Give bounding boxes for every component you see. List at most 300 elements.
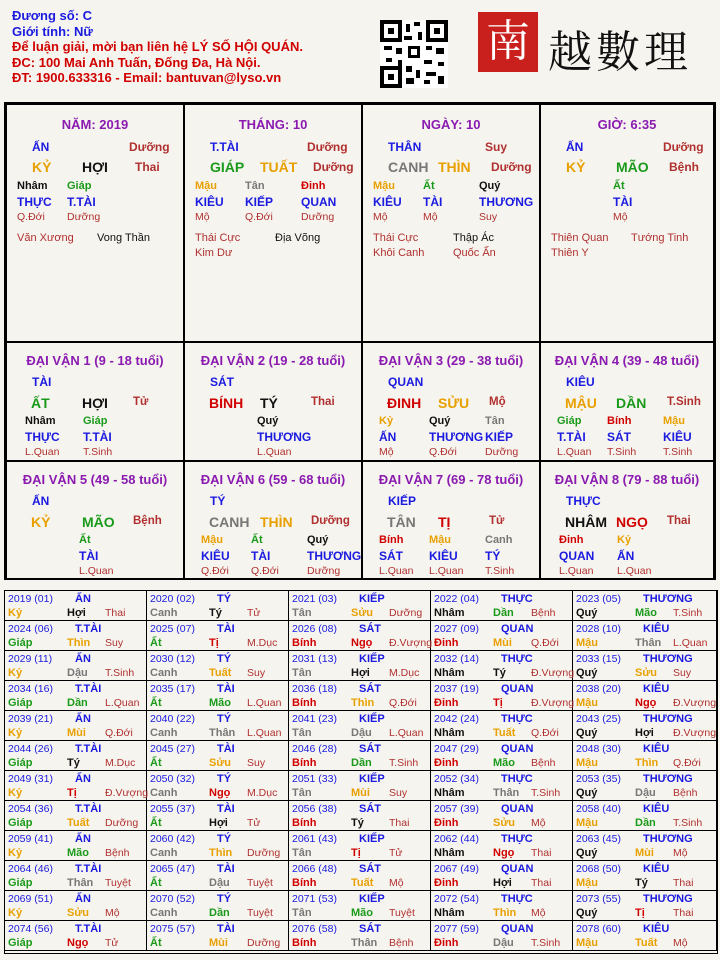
year-cell — [431, 771, 573, 801]
star-name: Văn Xương — [17, 232, 74, 244]
hidden-stage: L.Quan — [379, 565, 414, 577]
year-chi: Mão — [209, 697, 231, 709]
year-god: TÝ — [217, 773, 232, 785]
year-chi: Dậu — [209, 877, 230, 889]
hidden-god: THỰC — [25, 430, 60, 444]
year-stage: Bệnh — [531, 757, 556, 769]
year-cell — [289, 831, 431, 861]
year-cell — [573, 861, 717, 891]
dai-van-can: TÂN — [387, 514, 416, 530]
year-god: ẤN — [75, 773, 91, 785]
dai-van-title: ĐẠI VẬN 5 (49 - 58 tuổi) — [22, 472, 168, 487]
hidden-stem: Canh — [485, 534, 513, 546]
hidden-stem: Giáp — [83, 415, 108, 427]
year-chi: Thìn — [209, 847, 233, 859]
year-chi: Tuất — [351, 877, 374, 889]
year-cell — [147, 681, 289, 711]
year-god: THỰC — [501, 893, 533, 905]
dai-van-cell — [362, 461, 540, 580]
year-cell — [5, 681, 147, 711]
year-can: Bính — [292, 757, 317, 769]
dai-van-cell — [6, 461, 184, 580]
pillar-nap: Thai — [135, 160, 160, 174]
year-can: Nhâm — [434, 607, 465, 619]
year-god: ẤN — [75, 833, 91, 845]
year-god: THƯƠNG — [643, 653, 693, 665]
year-chi: Thìn — [67, 637, 91, 649]
hidden-stage: L.Quan — [617, 565, 652, 577]
year-stage: M.Dục — [247, 787, 278, 799]
hidden-stage: Q.Đới — [429, 446, 457, 458]
hidden-god: SÁT — [607, 430, 631, 444]
dai-van-title: ĐẠI VẬN 6 (59 - 68 tuổi) — [200, 472, 346, 487]
year-god: TÝ — [217, 713, 232, 725]
year-god: THƯƠNG — [643, 893, 693, 905]
hidden-stem: Kỷ — [379, 415, 394, 427]
dai-van-cell — [362, 342, 540, 461]
logo-calligraphy: 越數理 — [548, 27, 692, 78]
year-cell — [147, 621, 289, 651]
hidden-stage: Q.Đới — [251, 565, 279, 577]
year-chi: Mão — [493, 757, 515, 769]
star-name: Thái Cực — [373, 232, 419, 244]
year-can: Ất — [150, 817, 162, 829]
year-can: Bính — [292, 697, 317, 709]
year-cell — [147, 891, 289, 921]
dai-van-chi: THÌN — [260, 514, 293, 530]
year-can: Tân — [292, 667, 312, 679]
year-label: 2043 (25) — [576, 713, 621, 725]
year-stage: Thai — [105, 607, 126, 619]
year-god: TÀI — [217, 623, 235, 635]
year-stage: Thai — [531, 847, 552, 859]
year-label: 2062 (44) — [434, 833, 479, 845]
year-god: THỰC — [501, 713, 533, 725]
year-label: 2073 (55) — [576, 893, 621, 905]
year-label: 2039 (21) — [8, 713, 53, 725]
hidden-stage: T.Sinh — [83, 446, 113, 458]
year-label: 2044 (26) — [8, 743, 53, 755]
star-name: Khôi Canh — [373, 247, 425, 259]
year-god: KIẾP — [359, 773, 385, 785]
year-label: 2057 (39) — [434, 803, 479, 815]
year-god: SÁT — [359, 743, 381, 755]
year-cell — [147, 651, 289, 681]
year-can: Mậu — [576, 937, 598, 949]
year-label: 2066 (48) — [292, 863, 337, 875]
year-cell — [5, 801, 147, 831]
year-god: TÝ — [217, 893, 232, 905]
hidden-stage: Mộ — [379, 446, 394, 458]
dai-van-cell — [6, 342, 184, 461]
hidden-stage: L.Quan — [79, 565, 114, 577]
year-stage: Tử — [389, 847, 403, 859]
year-cell — [573, 681, 717, 711]
year-label: 2019 (01) — [8, 593, 53, 605]
year-god: QUAN — [501, 623, 534, 635]
hidden-stem: Nhâm — [25, 415, 56, 427]
hidden-stem: Giáp — [67, 180, 92, 192]
year-label: 2072 (54) — [434, 893, 479, 905]
year-can: Ất — [150, 757, 162, 769]
year-can: Kỷ — [8, 847, 23, 859]
year-god: QUAN — [501, 683, 534, 695]
hidden-stage: Q.Đới — [17, 211, 45, 223]
year-stage: Dưỡng — [247, 937, 281, 949]
hidden-god: T.TÀI — [557, 430, 586, 444]
hidden-stage: L.Quan — [429, 565, 464, 577]
year-can: Ất — [150, 937, 162, 949]
year-chi: Hợi — [209, 817, 228, 829]
year-cell — [431, 621, 573, 651]
year-chi: Sửu — [351, 607, 374, 619]
pillar-can: GIÁP — [210, 159, 245, 175]
year-god: T.TÀI — [75, 863, 102, 875]
dai-van-god: THỰC — [566, 494, 601, 508]
year-god: TÝ — [217, 833, 232, 845]
year-can: Kỷ — [8, 787, 23, 799]
year-cell — [431, 741, 573, 771]
year-label: 2046 (28) — [292, 743, 337, 755]
year-cell — [431, 861, 573, 891]
dai-van-cell — [540, 342, 714, 461]
year-can: Nhâm — [434, 787, 465, 799]
year-stage: T.Sinh — [673, 817, 703, 829]
dai-van-title: ĐẠI VẬN 1 (9 - 18 tuổi) — [26, 353, 164, 368]
year-stage: Suy — [105, 637, 124, 649]
pillar-nap: Dưỡng — [491, 160, 532, 174]
year-chi: Tý — [67, 757, 80, 769]
year-chi: Mùi — [351, 787, 370, 799]
year-cell — [5, 711, 147, 741]
year-label: 2024 (06) — [8, 623, 53, 635]
pillar-stage: Dưỡng — [663, 140, 704, 154]
year-label: 2058 (40) — [576, 803, 621, 815]
year-stage: Mộ — [389, 877, 404, 889]
star-name: Quốc Ấn — [453, 247, 496, 259]
year-cell — [5, 621, 147, 651]
dai-van-god: TÝ — [210, 494, 226, 508]
year-chi: Dậu — [351, 727, 372, 739]
gioi-tinh: Giới tính: Nữ — [12, 23, 93, 39]
year-label: 2056 (38) — [292, 803, 337, 815]
year-chi: Dần — [493, 607, 514, 619]
year-stage: L.Quan — [673, 637, 708, 649]
dai-van-can: KỶ — [31, 514, 51, 530]
year-chi: Thìn — [351, 697, 375, 709]
year-can: Bính — [292, 877, 317, 889]
hidden-stem: Nhâm — [17, 180, 48, 192]
dai-van-can: MẬU — [565, 395, 597, 411]
year-can: Giáp — [8, 877, 33, 889]
year-cell — [431, 921, 573, 951]
year-label: 2077 (59) — [434, 923, 479, 935]
year-stage: Dưỡng — [389, 607, 423, 619]
year-label: 2067 (49) — [434, 863, 479, 875]
star-name: Thập Ác — [453, 232, 494, 244]
dai-van-stage: Thai — [667, 515, 691, 527]
year-stage: T.Sinh — [531, 937, 561, 949]
year-cell — [5, 591, 147, 621]
hidden-stem: Mậu — [429, 534, 451, 546]
year-stage: Đ.Vượng — [673, 727, 717, 739]
year-stage: Tuyệt — [247, 907, 273, 919]
hidden-god: KIẾP — [485, 430, 514, 444]
year-cell — [289, 771, 431, 801]
hidden-stage: L.Quan — [257, 446, 292, 458]
year-stage: Thai — [389, 817, 410, 829]
year-label: 2060 (42) — [150, 833, 195, 845]
hidden-god: THƯƠNG — [479, 195, 534, 209]
star-name: Thiên Quan — [551, 232, 609, 244]
year-can: Nhâm — [434, 667, 465, 679]
year-chi: Tuất — [635, 937, 658, 949]
year-cell — [5, 861, 147, 891]
year-label: 2030 (12) — [150, 653, 195, 665]
year-label: 2047 (29) — [434, 743, 479, 755]
dai-van-stage: Mộ — [489, 396, 506, 408]
dai-van-stage: Dưỡng — [311, 515, 350, 527]
year-stage: Đ.Vượng — [673, 697, 717, 709]
year-god: THƯƠNG — [643, 773, 693, 785]
year-god: ẤN — [75, 893, 91, 905]
year-can: Giáp — [8, 937, 33, 949]
hidden-stem: Mậu — [201, 534, 223, 546]
year-label: 2052 (34) — [434, 773, 479, 785]
pillar-can: KỶ — [566, 159, 586, 175]
year-label: 2023 (05) — [576, 593, 621, 605]
star-name: Thiên Y — [551, 247, 589, 259]
year-cell — [147, 591, 289, 621]
year-can: Ất — [150, 877, 162, 889]
year-stage: Mộ — [531, 907, 546, 919]
year-cell — [431, 891, 573, 921]
year-god: T.TÀI — [75, 743, 102, 755]
year-can: Bính — [292, 937, 317, 949]
year-label: 2075 (57) — [150, 923, 195, 935]
pillar-title: NĂM: 2019 — [61, 117, 129, 132]
year-can: Canh — [150, 787, 178, 799]
dai-van-god: QUAN — [388, 375, 424, 389]
year-stage: Q.Đới — [531, 637, 559, 649]
year-stage: Đ.Vượng — [531, 697, 575, 709]
year-stage: T.Sinh — [389, 757, 419, 769]
year-can: Đinh — [434, 937, 459, 949]
hidden-stem: Ất — [251, 534, 263, 546]
so-label: Đương số: C — [12, 8, 93, 23]
pillar-stage: Dưỡng — [307, 140, 348, 154]
year-can: Bính — [292, 637, 317, 649]
year-label: 2042 (24) — [434, 713, 479, 725]
year-label: 2051 (33) — [292, 773, 337, 785]
year-cell — [289, 651, 431, 681]
pillar-chi: THÌN — [438, 159, 471, 175]
year-chi: Dần — [209, 907, 230, 919]
year-cell — [289, 801, 431, 831]
year-can: Ất — [150, 637, 162, 649]
pillar-stage: Suy — [485, 140, 508, 154]
hidden-god: TÀI — [423, 195, 443, 209]
hidden-god: T.TÀI — [83, 430, 112, 444]
year-chi: Hợi — [351, 667, 370, 679]
hidden-god: ẤN — [379, 430, 397, 444]
year-chi: Dậu — [493, 937, 514, 949]
year-can: Giáp — [8, 697, 33, 709]
year-label: 2050 (32) — [150, 773, 195, 785]
hidden-stage: Mộ — [423, 211, 438, 223]
year-chi: Tuất — [67, 817, 90, 829]
year-can: Tân — [292, 727, 312, 739]
year-cell — [289, 591, 431, 621]
year-chi: Thân — [351, 937, 378, 949]
dai-van-stage: Bệnh — [133, 515, 162, 527]
year-chi: Hợi — [635, 727, 654, 739]
year-cell — [5, 891, 147, 921]
year-god: TÀI — [217, 923, 235, 935]
hidden-god: KIÊU — [373, 195, 402, 209]
hidden-stem: Ất — [423, 180, 435, 192]
dai-van-chi: TỊ — [438, 514, 451, 530]
year-stage: Mộ — [673, 847, 688, 859]
hidden-god: THỰC — [17, 195, 52, 209]
year-stage: Suy — [673, 667, 692, 679]
year-stage: Dưỡng — [247, 847, 281, 859]
year-god: KIÊU — [643, 743, 670, 755]
year-god: QUAN — [501, 863, 534, 875]
year-can: Giáp — [8, 817, 33, 829]
year-label: 2059 (41) — [8, 833, 53, 845]
year-cell — [431, 651, 573, 681]
year-god: KIẾP — [359, 833, 385, 845]
year-can: Kỷ — [8, 667, 23, 679]
year-can: Đinh — [434, 817, 459, 829]
year-label: 2025 (07) — [150, 623, 195, 635]
dai-van-can: ẤT — [31, 395, 50, 411]
year-label: 2053 (35) — [576, 773, 621, 785]
year-label: 2064 (46) — [8, 863, 53, 875]
qr-code[interactable] — [380, 20, 448, 88]
year-chi: Sửu — [493, 817, 516, 829]
dai-van-can: BÍNH — [209, 395, 244, 411]
year-cell — [573, 891, 717, 921]
year-can: Mậu — [576, 697, 598, 709]
year-stage: Tuyệt — [389, 907, 415, 919]
star-name: Thái Cực — [195, 232, 241, 244]
year-chi: Mão — [67, 847, 89, 859]
hidden-stem: Ất — [613, 180, 625, 192]
year-god: SÁT — [359, 803, 381, 815]
year-can: Quý — [576, 667, 598, 679]
year-can: Đinh — [434, 877, 459, 889]
dai-van-title: ĐẠI VẬN 7 (69 - 78 tuổi) — [378, 472, 524, 487]
year-label: 2035 (17) — [150, 683, 195, 695]
year-can: Canh — [150, 667, 178, 679]
hidden-stem: Bính — [607, 415, 632, 427]
year-stage: Bệnh — [389, 937, 414, 949]
header — [12, 8, 303, 86]
year-chi: Mùi — [209, 937, 228, 949]
hidden-stem: Quý — [307, 534, 329, 546]
dai-van-chi: TÝ — [260, 395, 278, 411]
year-cell — [573, 921, 717, 951]
year-label: 2036 (18) — [292, 683, 337, 695]
year-cell — [289, 621, 431, 651]
hidden-stem: Kỷ — [617, 534, 632, 546]
year-can: Giáp — [8, 637, 33, 649]
dai-van-stage: T.Sinh — [667, 396, 701, 408]
year-stage: Mộ — [105, 907, 120, 919]
dai-van-title: ĐẠI VẬN 4 (39 - 48 tuổi) — [554, 353, 700, 368]
year-chi: Dần — [351, 757, 372, 769]
year-god: T.TÀI — [75, 623, 102, 635]
star-name: Kim Dư — [195, 247, 233, 259]
dai-van-cell — [184, 461, 362, 580]
year-chi: Sửu — [635, 667, 658, 679]
year-stage: Suy — [247, 667, 266, 679]
year-chi: Thân — [635, 637, 662, 649]
year-god: THƯƠNG — [643, 593, 693, 605]
year-chi: Dần — [635, 817, 656, 829]
year-can: Tân — [292, 847, 312, 859]
hidden-stage: Mộ — [613, 211, 628, 223]
dai-van-god: KIÊU — [566, 375, 595, 389]
hidden-god: THƯƠNG — [429, 430, 484, 444]
year-stage: Suy — [247, 757, 266, 769]
pillar-can: CANH — [388, 159, 429, 175]
year-god: ẤN — [75, 653, 91, 665]
year-god: T.TÀI — [75, 803, 102, 815]
year-label: 2070 (52) — [150, 893, 195, 905]
year-label: 2032 (14) — [434, 653, 479, 665]
hidden-god: KIÊU — [195, 195, 224, 209]
year-can: Tân — [292, 607, 312, 619]
hidden-stem: Giáp — [557, 415, 582, 427]
year-label: 2021 (03) — [292, 593, 337, 605]
year-can: Đinh — [434, 637, 459, 649]
year-god: SÁT — [359, 623, 381, 635]
year-cell — [147, 831, 289, 861]
year-god: TÝ — [217, 653, 232, 665]
year-table — [4, 590, 718, 954]
year-god: T.TÀI — [75, 683, 102, 695]
year-can: Canh — [150, 727, 178, 739]
hidden-stage: Q.Đới — [201, 565, 229, 577]
year-label: 2041 (23) — [292, 713, 337, 725]
year-stage: M.Dục — [389, 667, 420, 679]
dai-van-stage: Tử — [133, 396, 149, 408]
year-label: 2045 (27) — [150, 743, 195, 755]
hidden-stage: T.Sinh — [607, 446, 637, 458]
year-stage: L.Quan — [247, 727, 282, 739]
year-chi: Tị — [209, 637, 219, 649]
year-chi: Tý — [493, 667, 506, 679]
year-god: ẤN — [75, 713, 91, 725]
pillar-stage: Dưỡng — [129, 140, 170, 154]
year-label: 2020 (02) — [150, 593, 195, 605]
year-stage: Tử — [247, 607, 261, 619]
year-stage: Đ.Vượng — [105, 787, 149, 799]
dai-van-chi: SỬU — [438, 395, 470, 411]
year-chi: Tý — [351, 817, 364, 829]
pillar-nap: Bệnh — [669, 160, 699, 174]
dai-van-stage: Tử — [489, 515, 505, 527]
year-stage: Tử — [105, 937, 119, 949]
year-can: Nhâm — [434, 907, 465, 919]
hidden-stem: Quý — [257, 415, 279, 427]
year-cell — [289, 681, 431, 711]
hidden-god: QUAN — [301, 195, 337, 209]
year-god: KIÊU — [643, 683, 670, 695]
